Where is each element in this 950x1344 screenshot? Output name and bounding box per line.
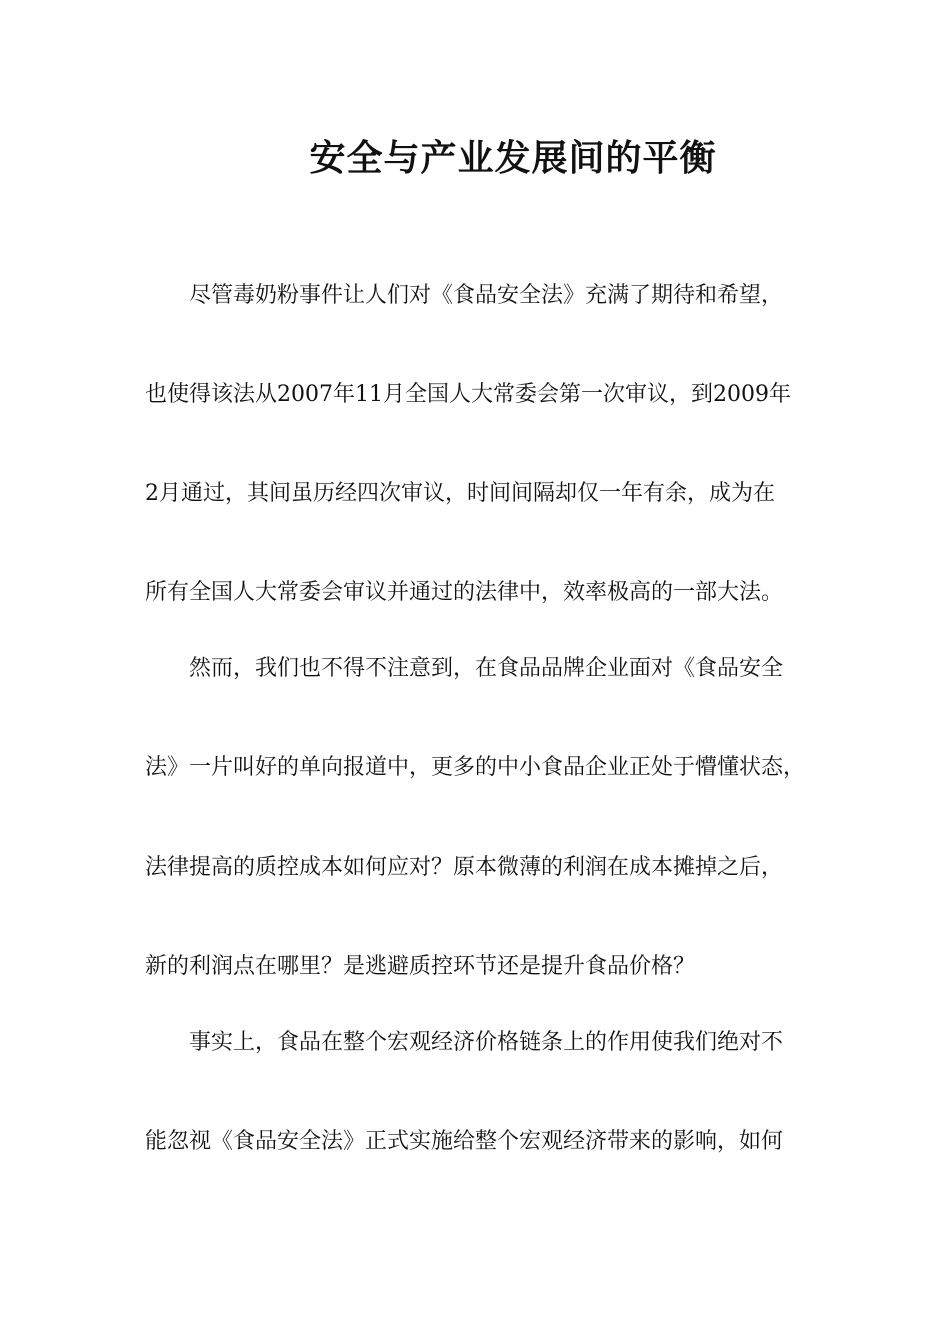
- paragraph-1-line-1: 尽管毒奶粉事件让人们对《食品安全法》充满了期待和希望，: [189, 283, 784, 308]
- paragraph-3-line-1: 事实上，食品在整个宏观经济价格链条上的作用使我们绝对不: [189, 1030, 784, 1055]
- paragraph-2-line-1: 然而，我们也不得不注意到，在食品品牌企业面对《食品安全: [189, 656, 784, 681]
- paragraph-2-line-4: 新的利润点在哪里？是逃避质控环节还是提升食品价格？: [145, 954, 696, 979]
- paragraph-2-line-2: 法》一片叫好的单向报道中，更多的中小食品企业正处于懵懂状态，: [145, 755, 806, 780]
- document-title: 安全与产业发展间的平衡: [309, 137, 717, 179]
- paragraph-2-line-3: 法律提高的质控成本如何应对？原本微薄的利润在成本摊掉之后，: [145, 855, 784, 880]
- paragraph-1-line-4: 所有全国人大常委会审议并通过的法律中，效率极高的一部大法。: [145, 580, 784, 605]
- paragraph-1-line-3: 2月通过，其间虽历经四次审议，时间间隔却仅一年有余，成为在: [145, 481, 775, 506]
- paragraph-3-line-2: 能忽视《食品安全法》正式实施给整个宏观经济带来的影响，如何: [145, 1129, 784, 1154]
- paragraph-1-line-2: 也使得该法从2007年11月全国人大常委会第一次审议，到2009年: [145, 382, 791, 407]
